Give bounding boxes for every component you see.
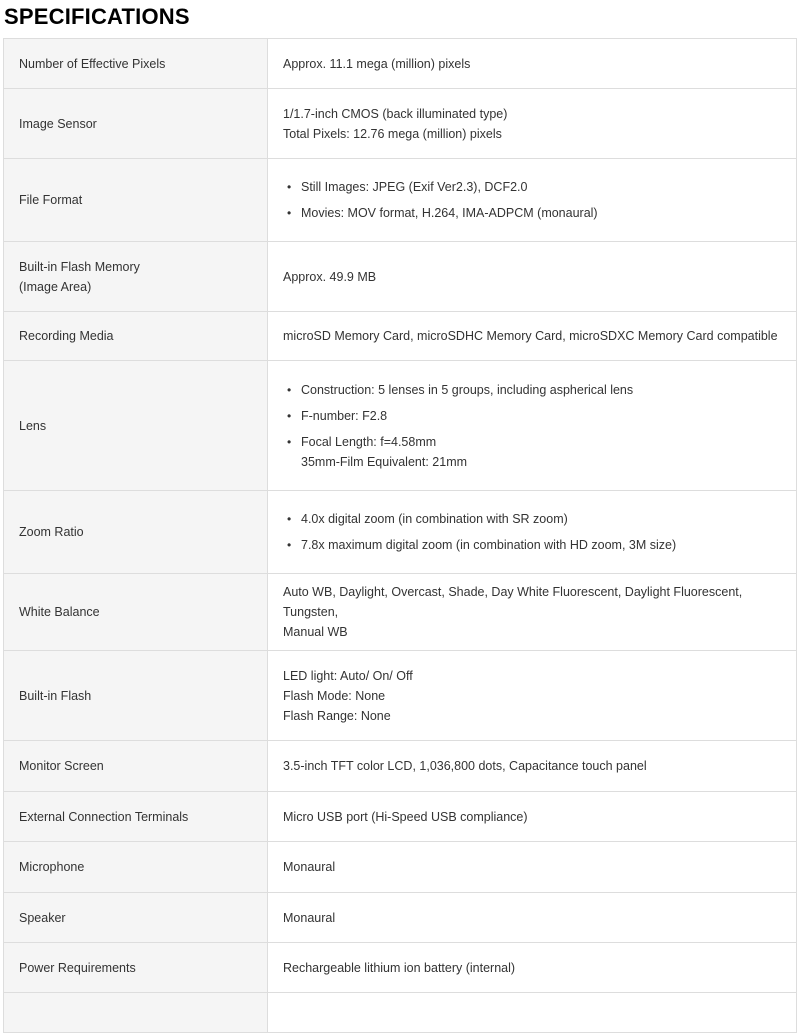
spec-label-line: Microphone (19, 860, 85, 874)
spec-label-line: File Format (19, 193, 83, 207)
spec-value-line: Approx. 49.9 MB (283, 269, 377, 284)
spec-label-line: White Balance (19, 605, 100, 619)
spec-bullet-item (287, 535, 786, 555)
spec-label (4, 242, 268, 312)
spec-value-line: Manual WB (283, 625, 348, 639)
spec-value (268, 491, 797, 574)
spec-value (268, 89, 797, 159)
spec-value-line: microSD Memory Card, microSDHC Memory Card, microSDXC Memory Card compatible (283, 329, 778, 343)
spec-bullet-item (287, 406, 786, 426)
spec-label (4, 491, 268, 574)
spec-value (268, 651, 797, 741)
spec-label (4, 361, 268, 491)
spec-label (4, 842, 268, 893)
spec-row (4, 242, 797, 312)
spec-label-line: Speaker (19, 910, 66, 925)
spec-row (4, 893, 797, 943)
bullet-dot-icon: • (287, 180, 292, 194)
spec-label (4, 312, 268, 361)
spec-label-line: Image Sensor (19, 116, 97, 131)
spec-row (4, 491, 797, 574)
bullet-dot-icon: • (287, 512, 292, 526)
spec-value-line: Approx. 11.1 mega (million) pixels (283, 56, 471, 71)
spec-value-line: Monaural (283, 910, 336, 925)
spec-label-line: (Image Area) (19, 279, 92, 294)
bullet-dot-icon: • (287, 206, 292, 220)
bullet-dot-icon: • (287, 538, 292, 552)
spec-label (4, 89, 268, 159)
spec-bullet-item (287, 380, 786, 400)
spec-label-line: External Connection Terminals (19, 809, 189, 824)
spec-value-line: Monaural (283, 860, 336, 874)
spec-label-line: Power Requirements (19, 960, 136, 975)
spec-value-line: Micro USB port (Hi-Speed USB compliance) (283, 809, 528, 824)
spec-row (4, 312, 797, 361)
spec-label-line: Built-in Flash Memory (19, 259, 140, 274)
spec-value (268, 312, 797, 361)
spec-label (4, 159, 268, 242)
spec-bullet-line: 7.8x maximum digital zoom (in combination with HD zoom, 3M size) (301, 538, 677, 552)
spec-value-line: Auto WB, Daylight, Overcast, Shade, Day White Fluorescent, Daylight Fluorescent, Tungsten, (283, 585, 743, 619)
spec-label-line: Lens (19, 418, 47, 433)
spec-bullet-list (283, 509, 786, 555)
spec-label-line: Number of Effective Pixels (19, 56, 166, 71)
spec-label-line: Built-in Flash (19, 688, 92, 703)
spec-value-line: Flash Range: None (283, 708, 391, 723)
spec-row (4, 741, 797, 792)
spec-bullet-line: 4.0x digital zoom (in combination with SR zoom) (301, 512, 568, 526)
spec-label (4, 943, 268, 993)
spec-bullet-item (287, 203, 786, 223)
spec-row (4, 842, 797, 893)
spec-value-line: Total Pixels: 12.76 mega (million) pixels (283, 126, 502, 141)
spec-bullet-line: F-number: F2.8 (301, 408, 388, 423)
spec-row (4, 39, 797, 89)
spec-row (4, 993, 797, 1033)
spec-label (4, 574, 268, 651)
spec-row (4, 792, 797, 842)
spec-label-line: Monitor Screen (19, 759, 104, 773)
bullet-dot-icon: • (287, 434, 292, 449)
spec-bullet-item (287, 432, 786, 472)
spec-bullet-line: Construction: 5 lenses in 5 groups, including aspherical lens (301, 382, 634, 397)
spec-label (4, 993, 268, 1033)
spec-value (268, 792, 797, 842)
spec-value (268, 361, 797, 491)
spec-label (4, 39, 268, 89)
spec-value (268, 842, 797, 893)
spec-row (4, 651, 797, 741)
spec-bullet-list (283, 380, 786, 472)
spec-bullet-line: 35mm-Film Equivalent: 21mm (301, 454, 468, 469)
spec-row (4, 159, 797, 242)
spec-value (268, 893, 797, 943)
spec-value (268, 39, 797, 89)
specifications-table-body (4, 39, 797, 1033)
spec-label (4, 893, 268, 943)
spec-value (268, 159, 797, 242)
spec-row (4, 89, 797, 159)
spec-label-line: Zoom Ratio (19, 525, 84, 539)
spec-bullet-line: Still Images: JPEG (Exif Ver2.3), DCF2.0 (301, 180, 528, 194)
spec-value-line: LED light: Auto/ On/ Off (283, 668, 413, 683)
spec-value (268, 242, 797, 312)
spec-bullet-item (287, 509, 786, 529)
spec-value (268, 574, 797, 651)
spec-bullet-list (283, 177, 786, 223)
spec-value-line: 3.5-inch TFT color LCD, 1,036,800 dots, Capacitance touch panel (283, 759, 647, 773)
bullet-dot-icon: • (287, 382, 292, 397)
spec-bullet-line: Movies: MOV format, H.264, IMA-ADPCM (monaural) (301, 206, 598, 220)
spec-value (268, 943, 797, 993)
spec-row (4, 943, 797, 993)
spec-bullet-item (287, 177, 786, 197)
spec-value (268, 993, 797, 1033)
spec-value-line: Rechargeable lithium ion battery (internal) (283, 960, 516, 975)
spec-label (4, 651, 268, 741)
spec-value (268, 741, 797, 792)
bullet-dot-icon: • (287, 408, 292, 423)
specifications-table (3, 38, 797, 1033)
spec-label (4, 792, 268, 842)
spec-value-line: 1/1.7-inch CMOS (back illuminated type) (283, 106, 508, 121)
spec-label-line: Recording Media (19, 329, 114, 343)
spec-row (4, 574, 797, 651)
spec-bullet-line: Focal Length: f=4.58mm (301, 434, 437, 449)
spec-value-line: Flash Mode: None (283, 688, 386, 703)
spec-row (4, 361, 797, 491)
page-title: SPECIFICATIONS (4, 4, 190, 29)
spec-label (4, 741, 268, 792)
